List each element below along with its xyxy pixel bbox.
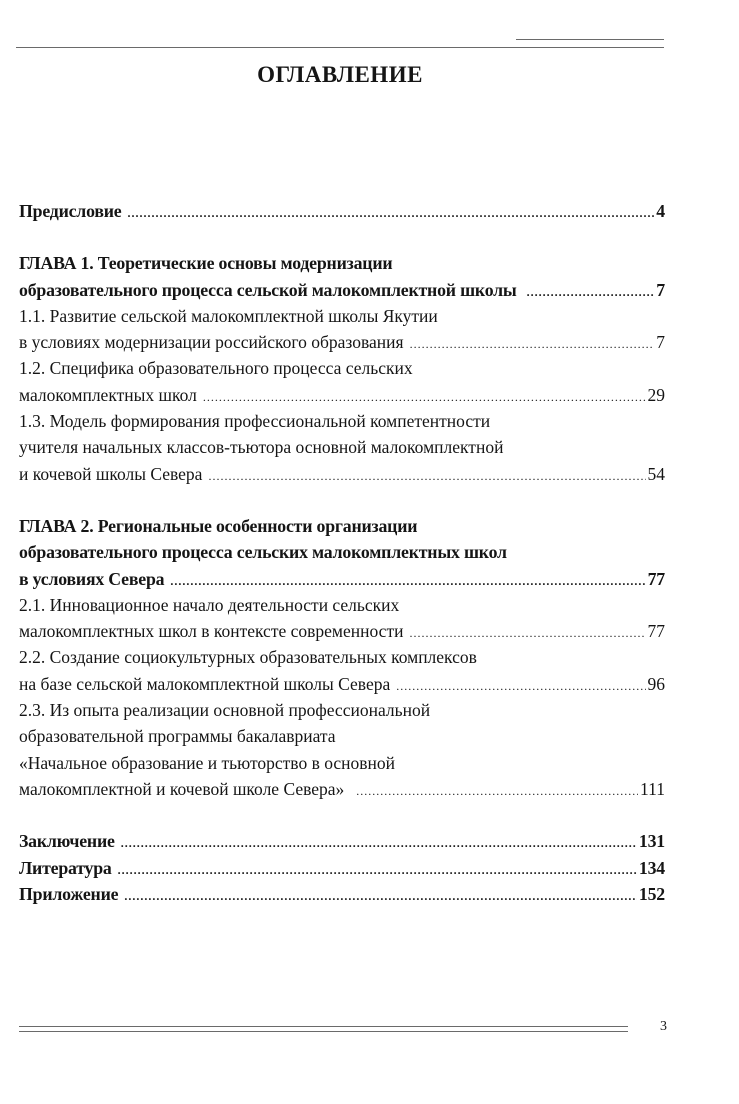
toc-entry-page: 54 (647, 463, 665, 484)
section-title-line: на базе сельской малокомплектной школы Севера (19, 673, 391, 694)
section-title-line: 2.3. Из опыта реализации основной профессиональной (19, 700, 431, 721)
chapter-title-line: образовательного процесса сельской малокомплектной школы (19, 279, 517, 300)
section-title-line: малокомплектных школ в контексте современности (19, 621, 404, 642)
toc-entry-label: Заключение (19, 831, 115, 852)
toc-entry-page: 4 (656, 201, 665, 221)
toc-entry-preface[interactable] (19, 198, 665, 224)
toc-section-2-2[interactable] (19, 644, 665, 697)
section-title-line: образовательной программы бакалавриата (19, 726, 336, 747)
toc-section-2-3[interactable] (19, 697, 665, 802)
section-title-line: и кочевой школы Севера (19, 463, 203, 484)
chapter-title-line: ГЛАВА 2. Региональные особенности организации (19, 515, 418, 536)
dot-leader (208, 463, 645, 489)
toc-entry-page: 134 (638, 857, 665, 878)
toc-entry-label: Предисловие (19, 201, 122, 221)
page-title: ОГЛАВЛЕНИЕ (257, 62, 423, 87)
dot-leader (124, 883, 637, 909)
toc-entry-appendix[interactable] (19, 881, 665, 907)
section-title-line: малокомплектной и кочевой школе Севера» (19, 778, 345, 799)
dot-leader (396, 673, 645, 699)
toc-entry-page: 96 (647, 673, 665, 694)
header-rule (16, 47, 664, 48)
toc-entry-label: Приложение (19, 883, 119, 904)
toc-section-1-2[interactable] (19, 355, 665, 408)
toc-entry-page: 7 (656, 332, 665, 353)
dot-leader (203, 384, 646, 410)
toc-entry-label: Литература (19, 857, 112, 878)
toc-chapter-2[interactable] (19, 513, 665, 592)
section-title-line: малокомплектных школ (19, 384, 197, 405)
dot-leader (410, 331, 655, 357)
dot-leader (409, 620, 645, 646)
dot-leader (170, 568, 645, 594)
dot-leader (121, 830, 637, 856)
toc-section-1-1[interactable] (19, 303, 665, 356)
toc-entry-page: 7 (656, 279, 665, 300)
chapter-title-line: образовательного процесса сельских малокомплектных школ (19, 542, 507, 563)
toc-entry-page: 77 (647, 568, 665, 589)
section-title-line: 1.3. Модель формирования профессиональной компетентности (19, 411, 491, 432)
chapter-title-line: в условиях Севера (19, 568, 165, 589)
footer-rule (19, 1031, 628, 1032)
toc-entry-page: 29 (647, 384, 665, 405)
header-rule-short (516, 39, 664, 40)
section-title-line: 2.1. Инновационное начало деятельности сельских (19, 594, 400, 615)
table-of-contents (19, 198, 665, 907)
section-title-line: в условиях модернизации российского образования (19, 332, 404, 353)
toc-entry-conclusion[interactable] (19, 828, 665, 854)
footer-rule (19, 1026, 628, 1027)
page-number: 3 (660, 1019, 667, 1034)
toc-entry-literature[interactable] (19, 855, 665, 881)
toc-entry-page: 77 (647, 621, 665, 642)
toc-entry-page: 111 (640, 778, 665, 799)
section-title-line: 2.2. Создание социокультурных образовательных комплексов (19, 647, 477, 668)
toc-section-1-3[interactable] (19, 408, 665, 487)
section-title-line: 1.2. Специфика образовательного процесса сельских (19, 358, 413, 379)
dot-leader (118, 857, 637, 883)
section-title-line: 1.1. Развитие сельской малокомплектной школы Якутии (19, 305, 438, 326)
section-title-line: учителя начальных классов-тьютора основной малокомплектной (19, 437, 504, 458)
section-title-line: «Начальное образование и тьюторство в основной (19, 752, 396, 773)
dot-leader (127, 200, 654, 226)
chapter-title-line: ГЛАВА 1. Теоретические основы модернизации (19, 253, 393, 274)
dot-leader (527, 279, 655, 305)
toc-section-2-1[interactable] (19, 592, 665, 645)
dot-leader (356, 778, 638, 804)
toc-entry-page: 131 (638, 831, 665, 852)
toc-entry-page: 152 (638, 883, 665, 904)
toc-chapter-1[interactable] (19, 250, 665, 303)
